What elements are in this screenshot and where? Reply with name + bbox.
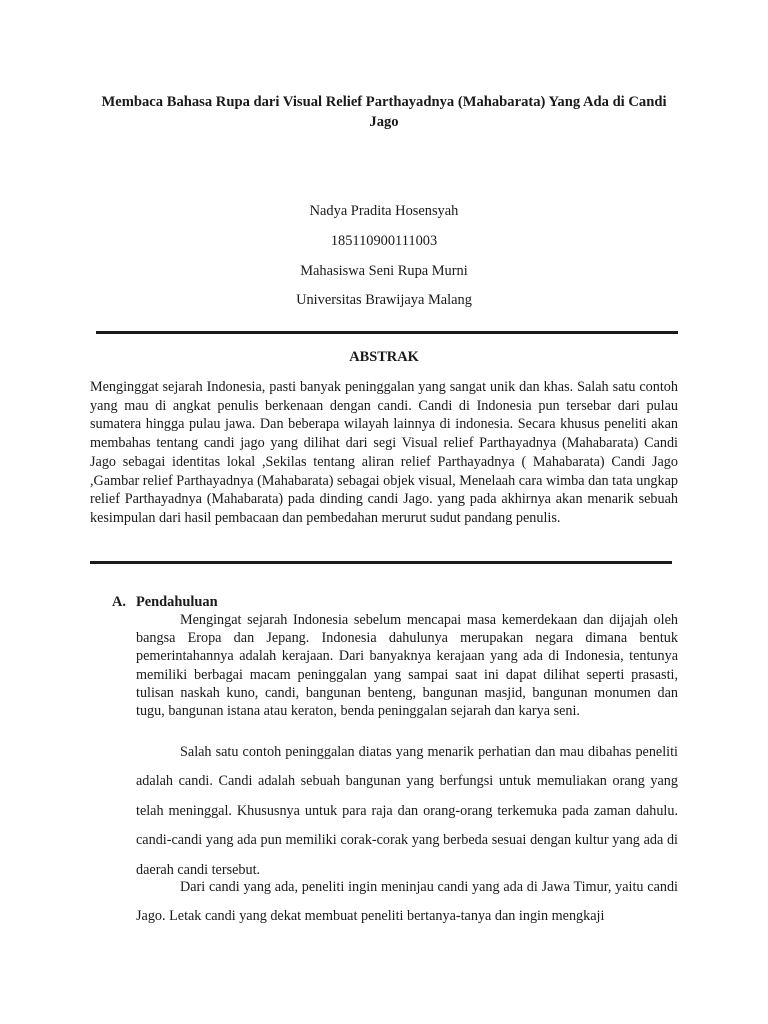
paper-title: Membaca Bahasa Rupa dari Visual Relief Parthayadnya (Mahabarata) Yang Ada di Candi Jago (101, 94, 667, 130)
abstract-body: Menginggat sejarah Indonesia, pasti banyak peninggalan yang sangat unik dan khas. Salah satu contoh yang mau di angkat penulis berkenaan dengan candi. Candi di Indonesia pun tersebar dari pulau sumatera hingga pulau jawa. Dan beberapa wilayah lainnya di indonesia. Secara khusus peneliti akan membahas tentang candi jago yang dilihat dari segi Visual relief Parthayadnya (Mahabarata) Candi Jago sebagai identitas lokal ,Sekilas tentang aliran relief Parthayadnya ( Mahabarata) Candi Jago ,Gambar relief Parthayadnya (Mahabarata) sebagai objek visual, Menelaah cara wimba dan tata ungkap relief Parthayadnya (Mahabarata) pada dinding candi Jago. yang pada akhirnya akan menarik sebuah kesimpulan dari hasil pembacaan dan pembedahan merurut sudut pandang penulis. (90, 379, 678, 526)
section-title: Pendahuluan (136, 594, 218, 610)
abstract-heading: ABSTRAK (349, 349, 419, 365)
section-marker: A. (112, 594, 126, 610)
intro-paragraph-1: Mengingat sejarah Indonesia sebelum mencapai masa kemerdekaan dan dijajah oleh bangsa Eropa dan Jepang. Indonesia dahulunya merupakan negara dimana bentuk pemerintahannya adalah kerajaan. Dari banyaknya kerajaan yang ada di Indonesia, tentunya memiliki berbagai macam peninggalan yang sampai saat ini dapat dilihat seperti prasasti, tulisan naskah kuno, candi, bangunan benteng, bangunan masjid, bangunan monumen dan tugu, bangunan istana atau keraton, benda peninggalan sejarah dan karya seni. (136, 612, 678, 720)
intro-paragraph-2: Salah satu contoh peninggalan diatas yang menarik perhatian dan mau dibahas peneliti adalah candi. Candi adalah sebuah bangunan yang berfungsi untuk memuliakan orang yang telah meninggal. Khususnya untuk para raja dan orang-orang terkemuka pada zaman dahulu. candi-candi yang ada pun memiliki corak-corak yang berbeda sesuai dengan kultur yang ada di daerah candi tersebut. (136, 744, 678, 878)
author-name: Nadya Pradita Hosensyah (309, 203, 459, 219)
study-program: Mahasiswa Seni Rupa Murni (300, 263, 468, 279)
university: Universitas Brawijaya Malang (296, 292, 472, 308)
intro-paragraph-3: Dari candi yang ada, peneliti ingin meninjau candi yang ada di Jawa Timur, yaitu candi Jago. Letak candi yang dekat membuat peneliti bertanya-tanya dan ingin mengkaji (136, 879, 678, 925)
top-divider (96, 331, 678, 334)
student-id: 185110900111003 (330, 233, 438, 249)
bottom-divider (90, 561, 672, 564)
